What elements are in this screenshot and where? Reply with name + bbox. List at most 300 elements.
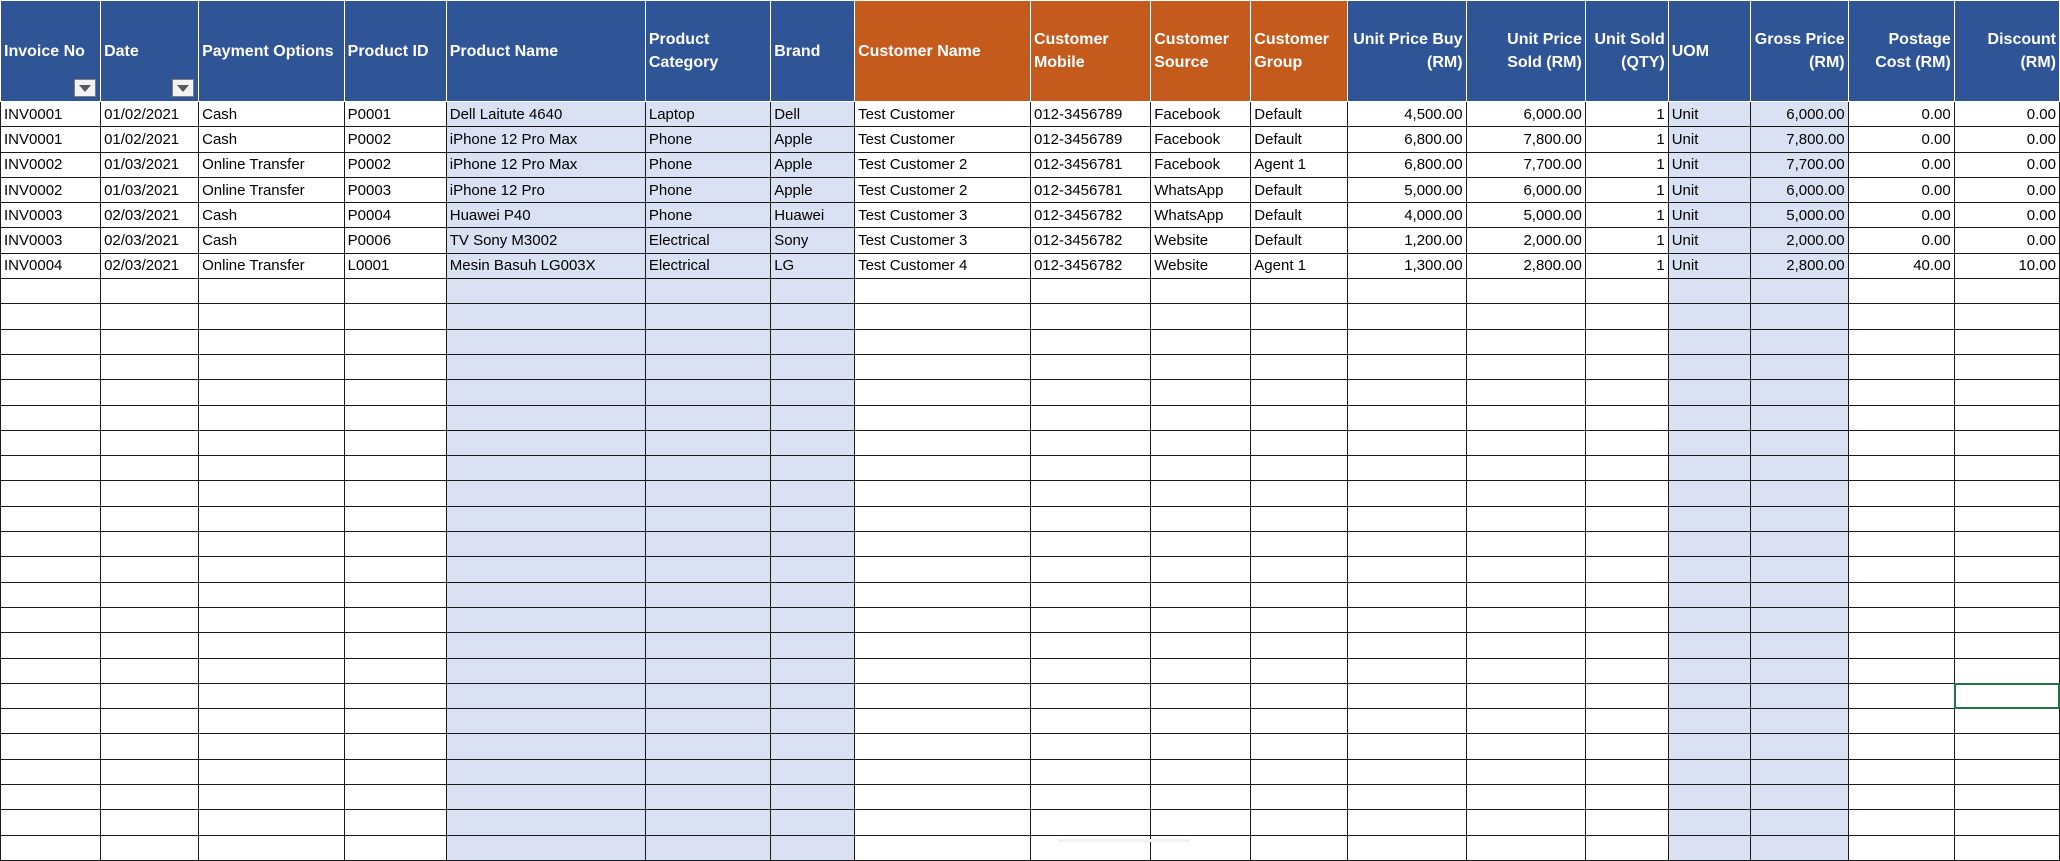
table-cell[interactable] xyxy=(199,456,345,481)
table-cell[interactable] xyxy=(199,835,345,860)
table-cell[interactable] xyxy=(344,354,446,379)
table-cell[interactable] xyxy=(446,709,645,734)
table-cell[interactable] xyxy=(1,557,101,582)
table-cell[interactable] xyxy=(1466,582,1585,607)
table-cell[interactable] xyxy=(1466,532,1585,557)
table-cell[interactable] xyxy=(1,304,101,329)
column-header-unit-sold-qty[interactable] xyxy=(1585,1,1668,102)
table-cell[interactable]: 01/02/2021 xyxy=(101,127,199,152)
table-cell[interactable] xyxy=(1848,709,1954,734)
table-cell[interactable] xyxy=(1466,456,1585,481)
table-cell[interactable]: Unit xyxy=(1668,127,1750,152)
table-cell[interactable]: 6,000.00 xyxy=(1466,102,1585,127)
table-cell[interactable] xyxy=(1750,354,1848,379)
table-cell[interactable] xyxy=(1,506,101,531)
table-cell[interactable] xyxy=(1030,734,1150,759)
table-cell[interactable]: 0.00 xyxy=(1954,127,2059,152)
table-cell[interactable] xyxy=(1466,810,1585,835)
table-cell[interactable] xyxy=(1585,354,1668,379)
table-cell[interactable]: iPhone 12 Pro Max xyxy=(446,152,645,177)
table-cell[interactable] xyxy=(1348,380,1466,405)
table-cell[interactable] xyxy=(446,380,645,405)
table-cell[interactable]: 0.00 xyxy=(1848,177,1954,202)
table-cell[interactable] xyxy=(1251,532,1348,557)
table-cell[interactable] xyxy=(771,380,855,405)
table-cell[interactable] xyxy=(1954,835,2059,860)
table-cell[interactable] xyxy=(1954,354,2059,379)
table-cell[interactable] xyxy=(1030,279,1150,304)
table-cell[interactable] xyxy=(1251,785,1348,810)
table-cell[interactable]: 1 xyxy=(1585,177,1668,202)
table-cell[interactable] xyxy=(1954,810,2059,835)
table-cell[interactable] xyxy=(1348,329,1466,354)
table-cell[interactable] xyxy=(855,380,1031,405)
table-cell[interactable] xyxy=(199,279,345,304)
table-cell[interactable] xyxy=(1848,582,1954,607)
table-cell[interactable] xyxy=(446,304,645,329)
table-cell[interactable] xyxy=(771,456,855,481)
table-cell[interactable] xyxy=(1848,683,1954,708)
table-cell[interactable]: Laptop xyxy=(645,102,770,127)
table-cell[interactable] xyxy=(199,405,345,430)
table-cell[interactable] xyxy=(1848,380,1954,405)
table-cell[interactable]: 4,500.00 xyxy=(1348,102,1466,127)
table-cell[interactable] xyxy=(199,709,345,734)
table-cell[interactable] xyxy=(645,658,770,683)
table-cell[interactable] xyxy=(446,759,645,784)
table-cell[interactable] xyxy=(199,683,345,708)
table-cell[interactable] xyxy=(1151,481,1251,506)
table-cell[interactable] xyxy=(1,405,101,430)
table-cell[interactable] xyxy=(855,709,1031,734)
table-cell[interactable] xyxy=(1251,582,1348,607)
table-cell[interactable] xyxy=(1466,683,1585,708)
table-cell[interactable] xyxy=(101,354,199,379)
table-cell[interactable] xyxy=(1848,759,1954,784)
table-cell[interactable]: Facebook xyxy=(1151,152,1251,177)
table-cell[interactable] xyxy=(1,835,101,860)
table-cell[interactable] xyxy=(344,304,446,329)
table-cell[interactable] xyxy=(645,633,770,658)
table-cell[interactable] xyxy=(1,759,101,784)
table-cell[interactable] xyxy=(771,785,855,810)
table-cell[interactable]: 1,200.00 xyxy=(1348,228,1466,253)
table-cell[interactable] xyxy=(1668,380,1750,405)
column-header-customer-group[interactable] xyxy=(1251,1,1348,102)
table-cell[interactable] xyxy=(101,709,199,734)
table-cell[interactable] xyxy=(645,557,770,582)
table-cell[interactable] xyxy=(1348,835,1466,860)
table-cell[interactable] xyxy=(1750,734,1848,759)
table-cell[interactable]: 7,800.00 xyxy=(1466,127,1585,152)
table-cell[interactable] xyxy=(199,607,345,632)
table-cell[interactable] xyxy=(1585,835,1668,860)
table-cell[interactable]: 1,300.00 xyxy=(1348,253,1466,278)
table-cell[interactable] xyxy=(101,785,199,810)
table-cell[interactable] xyxy=(101,683,199,708)
table-cell[interactable] xyxy=(1668,506,1750,531)
table-cell[interactable] xyxy=(855,734,1031,759)
table-cell[interactable] xyxy=(645,354,770,379)
table-cell[interactable] xyxy=(1750,329,1848,354)
table-cell[interactable]: P0004 xyxy=(344,203,446,228)
table-cell[interactable] xyxy=(344,633,446,658)
table-cell[interactable] xyxy=(645,810,770,835)
table-cell[interactable] xyxy=(855,481,1031,506)
table-cell[interactable]: WhatsApp xyxy=(1151,177,1251,202)
table-cell[interactable]: Default xyxy=(1251,102,1348,127)
table-cell[interactable]: iPhone 12 Pro Max xyxy=(446,127,645,152)
table-cell[interactable] xyxy=(1848,304,1954,329)
table-cell[interactable]: Huawei P40 xyxy=(446,203,645,228)
column-header-payment-options[interactable] xyxy=(199,1,345,102)
table-cell[interactable] xyxy=(855,582,1031,607)
table-cell[interactable] xyxy=(1030,481,1150,506)
table-cell[interactable] xyxy=(1030,785,1150,810)
table-cell[interactable]: Test Customer 2 xyxy=(855,152,1031,177)
table-cell[interactable] xyxy=(645,835,770,860)
table-cell[interactable] xyxy=(1585,759,1668,784)
table-cell[interactable]: 1 xyxy=(1585,203,1668,228)
column-header-product-name[interactable] xyxy=(446,1,645,102)
table-cell[interactable] xyxy=(1466,304,1585,329)
column-header-postage-cost-rm[interactable] xyxy=(1848,1,1954,102)
table-cell[interactable] xyxy=(1668,734,1750,759)
table-cell[interactable] xyxy=(1151,354,1251,379)
table-cell[interactable] xyxy=(1466,734,1585,759)
table-cell[interactable]: 012-3456789 xyxy=(1030,127,1150,152)
table-cell[interactable] xyxy=(1750,785,1848,810)
table-cell[interactable] xyxy=(1348,304,1466,329)
table-cell[interactable] xyxy=(1668,683,1750,708)
table-cell[interactable] xyxy=(855,835,1031,860)
table-cell[interactable] xyxy=(344,709,446,734)
table-cell[interactable] xyxy=(1668,532,1750,557)
table-cell[interactable] xyxy=(1251,430,1348,455)
table-cell[interactable] xyxy=(855,557,1031,582)
table-cell[interactable]: 5,000.00 xyxy=(1348,177,1466,202)
table-cell[interactable]: 0.00 xyxy=(1848,152,1954,177)
table-cell[interactable] xyxy=(645,380,770,405)
table-cell[interactable] xyxy=(344,683,446,708)
table-cell[interactable] xyxy=(1954,557,2059,582)
table-cell[interactable] xyxy=(1151,430,1251,455)
table-cell[interactable] xyxy=(1466,279,1585,304)
table-cell[interactable]: 02/03/2021 xyxy=(101,203,199,228)
table-cell[interactable]: 02/03/2021 xyxy=(101,253,199,278)
column-header-unit-price-buy-rm[interactable] xyxy=(1348,1,1466,102)
filter-dropdown-icon[interactable] xyxy=(172,79,194,97)
table-cell[interactable] xyxy=(101,481,199,506)
table-cell[interactable] xyxy=(1585,532,1668,557)
table-cell[interactable] xyxy=(1585,456,1668,481)
table-cell[interactable] xyxy=(1,683,101,708)
table-cell[interactable] xyxy=(1750,658,1848,683)
table-cell[interactable] xyxy=(446,785,645,810)
table-cell[interactable] xyxy=(344,835,446,860)
table-cell[interactable]: INV0002 xyxy=(1,177,101,202)
table-cell[interactable] xyxy=(1348,456,1466,481)
table-cell[interactable] xyxy=(1750,759,1848,784)
table-cell[interactable] xyxy=(1585,582,1668,607)
table-cell[interactable]: 1 xyxy=(1585,228,1668,253)
table-cell[interactable]: Electrical xyxy=(645,253,770,278)
table-cell[interactable]: 6,800.00 xyxy=(1348,127,1466,152)
table-cell[interactable]: Facebook xyxy=(1151,127,1251,152)
table-cell[interactable] xyxy=(1348,759,1466,784)
table-cell[interactable] xyxy=(1668,607,1750,632)
table-cell[interactable] xyxy=(344,785,446,810)
table-cell[interactable] xyxy=(771,430,855,455)
column-header-date[interactable] xyxy=(101,1,199,102)
table-cell[interactable] xyxy=(1750,582,1848,607)
table-cell[interactable] xyxy=(1848,785,1954,810)
table-cell[interactable] xyxy=(1750,380,1848,405)
table-cell[interactable] xyxy=(771,557,855,582)
table-cell[interactable]: Apple xyxy=(771,177,855,202)
table-cell[interactable] xyxy=(1585,380,1668,405)
table-cell[interactable] xyxy=(1668,456,1750,481)
table-cell[interactable]: Test Customer xyxy=(855,127,1031,152)
table-cell[interactable] xyxy=(1,279,101,304)
table-cell[interactable] xyxy=(1151,279,1251,304)
table-cell[interactable]: Phone xyxy=(645,177,770,202)
table-cell[interactable] xyxy=(1585,304,1668,329)
table-cell[interactable] xyxy=(1466,329,1585,354)
table-cell[interactable]: INV0001 xyxy=(1,127,101,152)
table-cell[interactable]: Online Transfer xyxy=(199,253,345,278)
table-cell[interactable]: Online Transfer xyxy=(199,152,345,177)
table-cell[interactable] xyxy=(645,405,770,430)
table-cell[interactable] xyxy=(1466,405,1585,430)
table-cell[interactable] xyxy=(101,380,199,405)
table-cell[interactable]: Unit xyxy=(1668,253,1750,278)
table-cell[interactable]: Unit xyxy=(1668,203,1750,228)
table-cell[interactable] xyxy=(1,658,101,683)
table-cell[interactable] xyxy=(1954,607,2059,632)
table-cell[interactable] xyxy=(101,430,199,455)
table-cell[interactable]: Default xyxy=(1251,228,1348,253)
table-cell[interactable] xyxy=(199,810,345,835)
table-cell[interactable] xyxy=(1348,506,1466,531)
table-cell[interactable] xyxy=(1251,380,1348,405)
table-cell[interactable] xyxy=(446,329,645,354)
table-cell[interactable] xyxy=(1585,557,1668,582)
table-cell[interactable]: 0.00 xyxy=(1848,127,1954,152)
table-cell[interactable]: Apple xyxy=(771,152,855,177)
table-cell[interactable] xyxy=(855,506,1031,531)
table-cell[interactable] xyxy=(199,329,345,354)
table-cell[interactable] xyxy=(1668,709,1750,734)
table-cell[interactable]: Online Transfer xyxy=(199,177,345,202)
table-cell[interactable] xyxy=(1585,709,1668,734)
table-cell[interactable] xyxy=(1251,329,1348,354)
table-cell[interactable] xyxy=(1348,658,1466,683)
table-cell[interactable]: Cash xyxy=(199,203,345,228)
table-cell[interactable] xyxy=(1348,683,1466,708)
table-cell[interactable] xyxy=(771,481,855,506)
table-cell[interactable] xyxy=(1151,633,1251,658)
table-cell[interactable] xyxy=(1466,557,1585,582)
table-cell[interactable] xyxy=(1750,709,1848,734)
table-cell[interactable] xyxy=(344,456,446,481)
table-cell[interactable] xyxy=(1954,759,2059,784)
table-cell[interactable] xyxy=(1,810,101,835)
column-header-product-category[interactable] xyxy=(645,1,770,102)
filter-dropdown-icon[interactable] xyxy=(74,79,96,97)
table-cell[interactable]: 01/03/2021 xyxy=(101,152,199,177)
table-cell[interactable] xyxy=(1151,456,1251,481)
table-cell[interactable] xyxy=(1585,658,1668,683)
table-cell[interactable]: Apple xyxy=(771,127,855,152)
table-cell[interactable] xyxy=(645,532,770,557)
table-cell[interactable] xyxy=(1750,532,1848,557)
table-cell[interactable]: 0.00 xyxy=(1848,102,1954,127)
table-cell[interactable] xyxy=(199,380,345,405)
table-cell[interactable]: P0003 xyxy=(344,177,446,202)
table-cell[interactable] xyxy=(1251,607,1348,632)
table-cell[interactable]: 6,000.00 xyxy=(1750,177,1848,202)
table-cell[interactable]: Agent 1 xyxy=(1251,152,1348,177)
table-cell[interactable] xyxy=(1668,810,1750,835)
table-cell[interactable] xyxy=(1668,481,1750,506)
table-cell[interactable]: INV0001 xyxy=(1,102,101,127)
table-cell[interactable]: INV0003 xyxy=(1,228,101,253)
table-cell[interactable]: Cash xyxy=(199,102,345,127)
table-cell[interactable] xyxy=(1251,759,1348,784)
table-cell[interactable] xyxy=(771,607,855,632)
column-header-invoice-no[interactable] xyxy=(1,1,101,102)
table-cell[interactable] xyxy=(771,633,855,658)
table-cell[interactable] xyxy=(1030,456,1150,481)
table-cell[interactable] xyxy=(446,481,645,506)
table-cell[interactable]: 02/03/2021 xyxy=(101,228,199,253)
table-cell[interactable] xyxy=(1585,785,1668,810)
table-cell[interactable] xyxy=(199,734,345,759)
table-cell[interactable] xyxy=(1348,405,1466,430)
table-cell[interactable]: Cash xyxy=(199,127,345,152)
table-cell[interactable] xyxy=(446,532,645,557)
table-cell[interactable] xyxy=(645,607,770,632)
table-cell[interactable] xyxy=(1348,734,1466,759)
table-cell[interactable]: Agent 1 xyxy=(1251,253,1348,278)
table-cell[interactable]: L0001 xyxy=(344,253,446,278)
table-cell[interactable] xyxy=(199,430,345,455)
table-cell[interactable]: 0.00 xyxy=(1848,228,1954,253)
table-cell[interactable] xyxy=(1585,405,1668,430)
column-header-product-id[interactable] xyxy=(344,1,446,102)
table-cell[interactable] xyxy=(1348,709,1466,734)
table-cell[interactable] xyxy=(1030,582,1150,607)
table-cell[interactable] xyxy=(1030,658,1150,683)
table-cell[interactable] xyxy=(771,532,855,557)
table-cell[interactable] xyxy=(771,405,855,430)
table-cell[interactable] xyxy=(1348,532,1466,557)
table-cell[interactable]: 1 xyxy=(1585,253,1668,278)
table-cell[interactable]: 0.00 xyxy=(1954,152,2059,177)
table-cell[interactable]: 4,000.00 xyxy=(1348,203,1466,228)
table-cell[interactable] xyxy=(1750,810,1848,835)
table-cell[interactable] xyxy=(855,532,1031,557)
table-cell[interactable] xyxy=(1,354,101,379)
table-cell[interactable] xyxy=(1030,759,1150,784)
table-cell[interactable] xyxy=(855,430,1031,455)
table-cell[interactable]: 1 xyxy=(1585,127,1668,152)
table-cell[interactable] xyxy=(771,810,855,835)
table-cell[interactable] xyxy=(1848,557,1954,582)
table-cell[interactable] xyxy=(645,304,770,329)
table-cell[interactable]: 0.00 xyxy=(1954,228,2059,253)
table-cell[interactable] xyxy=(101,329,199,354)
table-cell[interactable] xyxy=(771,683,855,708)
table-cell[interactable] xyxy=(1251,506,1348,531)
table-cell[interactable] xyxy=(1,709,101,734)
table-cell[interactable] xyxy=(1750,633,1848,658)
table-cell[interactable] xyxy=(1750,835,1848,860)
table-cell[interactable] xyxy=(1251,405,1348,430)
table-cell[interactable] xyxy=(101,734,199,759)
table-cell[interactable]: 012-3456781 xyxy=(1030,152,1150,177)
table-cell[interactable] xyxy=(1585,279,1668,304)
table-cell[interactable] xyxy=(344,607,446,632)
table-cell[interactable] xyxy=(1466,658,1585,683)
table-cell[interactable] xyxy=(1954,683,2059,708)
table-cell[interactable] xyxy=(344,405,446,430)
table-cell[interactable]: 7,700.00 xyxy=(1750,152,1848,177)
table-cell[interactable] xyxy=(446,633,645,658)
table-cell[interactable] xyxy=(1466,481,1585,506)
table-cell[interactable] xyxy=(344,759,446,784)
column-header-brand[interactable] xyxy=(771,1,855,102)
table-cell[interactable] xyxy=(101,405,199,430)
table-cell[interactable]: Unit xyxy=(1668,177,1750,202)
table-cell[interactable]: Huawei xyxy=(771,203,855,228)
table-cell[interactable] xyxy=(1585,506,1668,531)
table-cell[interactable]: 6,800.00 xyxy=(1348,152,1466,177)
table-cell[interactable] xyxy=(344,380,446,405)
table-cell[interactable] xyxy=(1,456,101,481)
table-cell[interactable] xyxy=(101,532,199,557)
table-cell[interactable] xyxy=(1030,557,1150,582)
table-cell[interactable] xyxy=(771,354,855,379)
table-cell[interactable] xyxy=(1954,532,2059,557)
table-cell[interactable] xyxy=(1151,683,1251,708)
table-cell[interactable] xyxy=(1,430,101,455)
table-cell[interactable]: Default xyxy=(1251,127,1348,152)
table-cell[interactable] xyxy=(1848,430,1954,455)
table-cell[interactable]: 012-3456782 xyxy=(1030,253,1150,278)
table-cell[interactable]: 2,000.00 xyxy=(1750,228,1848,253)
table-cell[interactable] xyxy=(1251,557,1348,582)
table-cell[interactable]: P0002 xyxy=(344,127,446,152)
table-cell[interactable] xyxy=(199,354,345,379)
table-cell[interactable]: Unit xyxy=(1668,152,1750,177)
table-cell[interactable] xyxy=(101,835,199,860)
table-cell[interactable]: 2,800.00 xyxy=(1466,253,1585,278)
table-cell[interactable] xyxy=(1750,557,1848,582)
table-cell[interactable] xyxy=(1668,405,1750,430)
table-cell[interactable] xyxy=(344,557,446,582)
table-cell[interactable]: Website xyxy=(1151,253,1251,278)
table-cell[interactable] xyxy=(855,759,1031,784)
table-cell[interactable] xyxy=(771,835,855,860)
table-cell[interactable]: 40.00 xyxy=(1848,253,1954,278)
table-cell[interactable] xyxy=(101,810,199,835)
table-cell[interactable]: 0.00 xyxy=(1848,203,1954,228)
table-cell[interactable] xyxy=(1585,607,1668,632)
table-cell[interactable] xyxy=(1848,734,1954,759)
table-cell[interactable] xyxy=(1466,430,1585,455)
